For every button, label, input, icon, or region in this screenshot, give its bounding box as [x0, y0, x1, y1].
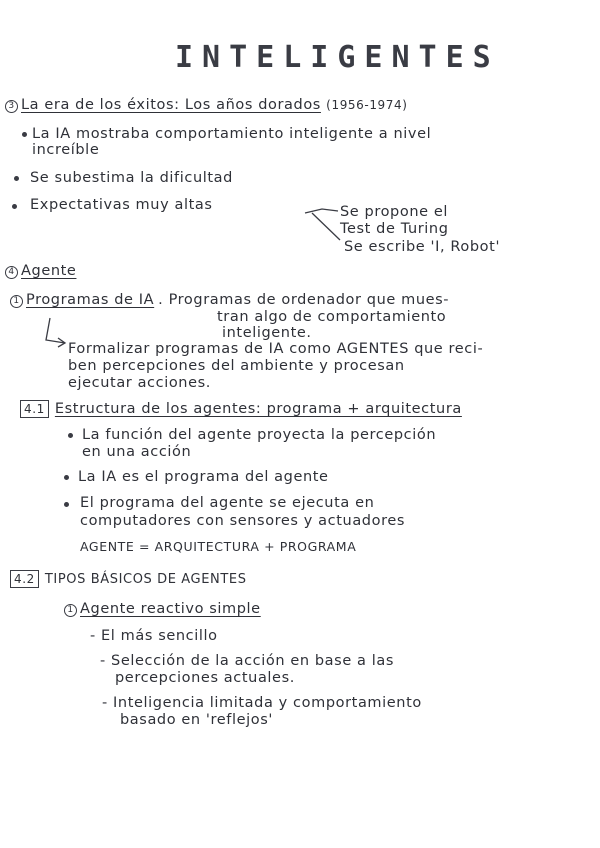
bullet-text: La IA mostraba comportamiento inteligente a nivel — [32, 126, 432, 142]
branch-arrow-line — [305, 209, 338, 213]
dash-item: - Inteligencia limitada y comportamiento — [102, 695, 422, 711]
item-number: 1 — [10, 295, 23, 308]
branch-text: Se propone el — [340, 204, 448, 220]
programas-definition: . Programas de ordenador que mues- — [158, 292, 450, 308]
item-number: 1 — [64, 604, 77, 617]
section-number: 3 — [5, 100, 18, 113]
bullet-text: El programa del agente se ejecuta en — [80, 495, 375, 511]
page-title: INTELIGENTES — [175, 40, 500, 75]
bullet-text: Se subestima la dificultad — [30, 170, 233, 186]
formalize-line: Formalizar programas de IA como AGENTES que reci- — [68, 341, 484, 357]
section-years: (1956-1974) — [326, 98, 408, 112]
agent-type-label: Agente reactivo simple — [80, 601, 261, 617]
dash-item: - Selección de la acción en base a las — [100, 653, 395, 669]
bullet-text: Expectativas muy altas — [30, 197, 213, 213]
bullet-text-continued: computadores con sensores y actuadores — [80, 513, 405, 529]
bullet-text: La función del agente proyecta la percepción — [82, 427, 437, 443]
bullet-text: La IA es el programa del agente — [78, 469, 329, 485]
formalize-line: ejecutar acciones. — [68, 375, 211, 391]
subsection-number-box: 4.1 — [20, 400, 49, 418]
dash-item-text: Selección de la acción en base a las — [111, 653, 395, 669]
programas-definition-line: inteligente. — [222, 325, 312, 341]
dash-item: - El más sencillo — [90, 628, 218, 644]
section-number: 4 — [5, 266, 18, 279]
formula-text: AGENTE = ARQUITECTURA + PROGRAMA — [80, 539, 357, 554]
subsection-title: TIPOS BÁSICOS DE AGENTES — [44, 572, 247, 587]
dash-item-text: El más sencillo — [101, 628, 218, 644]
branch-text: Se escribe 'I, Robot' — [344, 239, 501, 255]
subsection-title: Estructura de los agentes: programa + arquitectura — [54, 401, 462, 417]
programas-definition-line: tran algo de comportamiento — [217, 309, 447, 325]
branch-text: Test de Turing — [340, 221, 449, 237]
bullet-text-continued: en una acción — [82, 444, 192, 460]
dash-item-text: Inteligencia limitada y comportamiento — [113, 695, 422, 711]
dash-item-continued: percepciones actuales. — [115, 670, 295, 686]
corner-arrow-line — [46, 318, 65, 343]
programas-label: Programas de IA — [26, 292, 155, 308]
section-title: Agente — [21, 263, 77, 279]
branch-arrow-line — [312, 213, 340, 240]
bullet-text-continued: increíble — [32, 142, 100, 158]
dash-item-continued: basado en 'reflejos' — [120, 712, 273, 728]
subsection-number-box: 4.2 — [10, 570, 39, 588]
formalize-line: ben percepciones del ambiente y procesan — [68, 358, 405, 374]
section-title: La era de los éxitos: Los años dorados — [21, 97, 321, 113]
